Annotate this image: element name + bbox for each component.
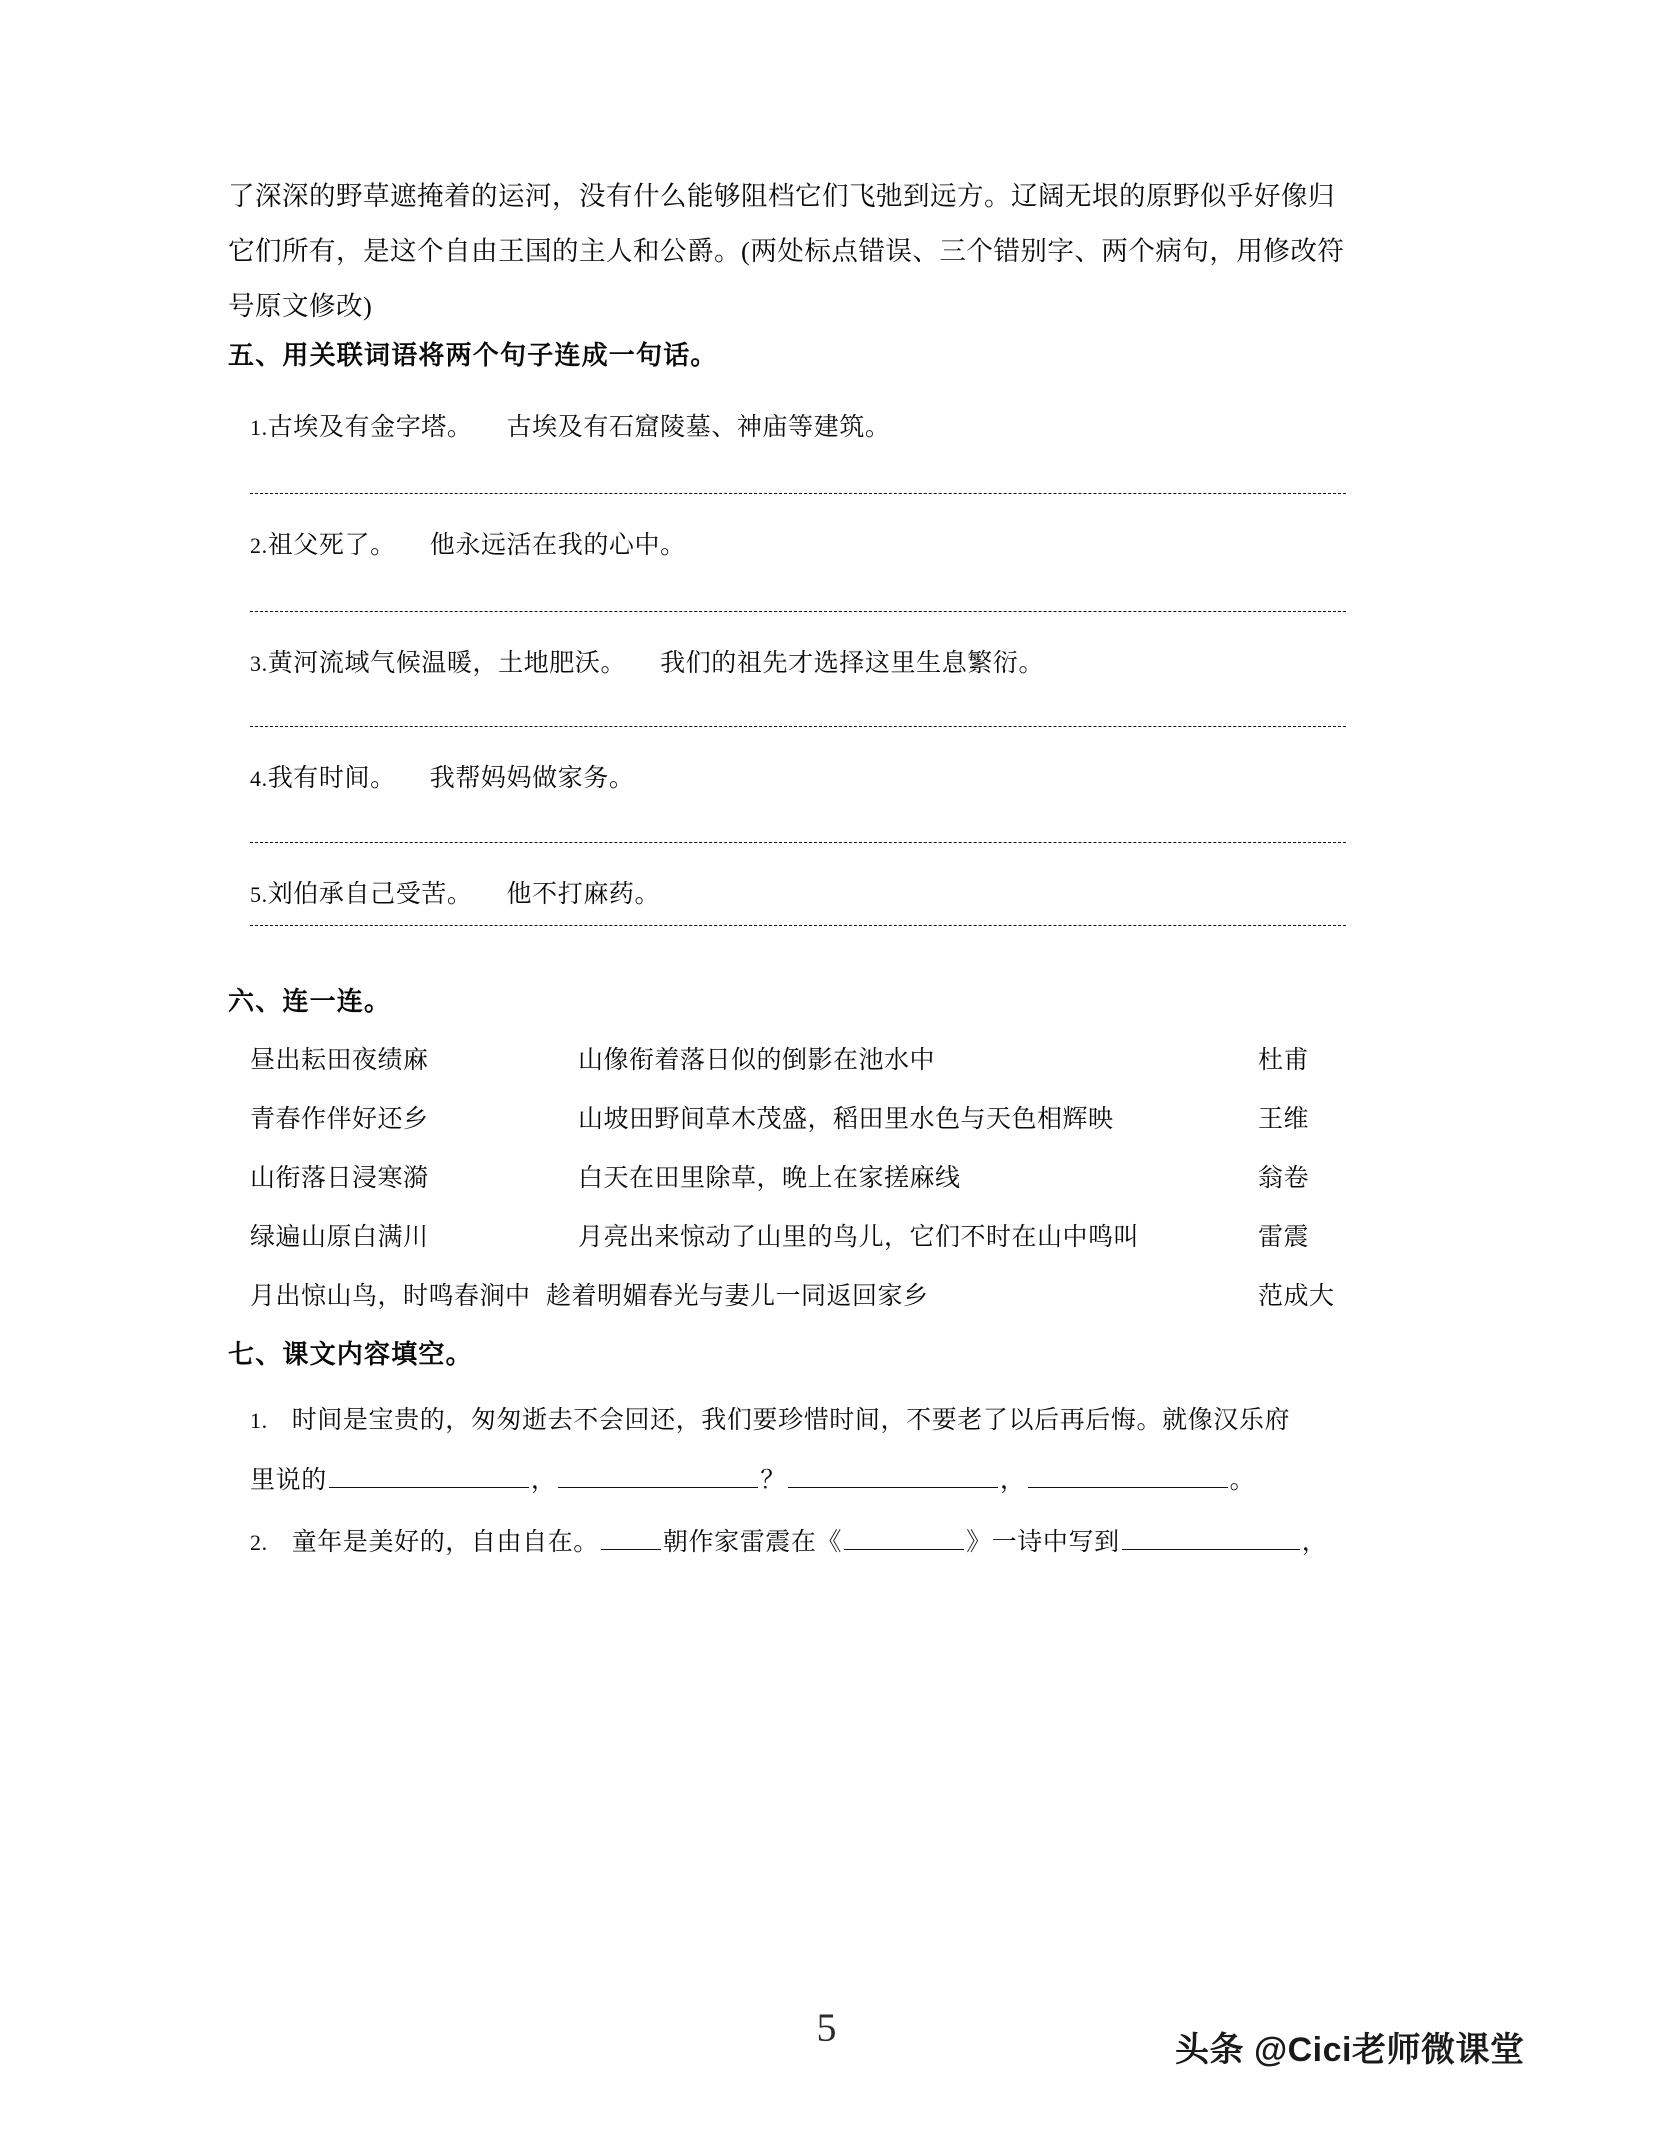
question-5-1-clause-b: 古埃及有石窟陵墓、神庙等建筑。 — [506, 414, 891, 441]
fill-item-2-sep-2: 》一诗中写到 — [966, 1529, 1120, 1556]
fill-item-2-sep-3: ， — [1301, 1529, 1328, 1556]
fill-blank-1-4[interactable] — [1028, 1465, 1228, 1488]
match-verse-5[interactable]: 月出惊山鸟，时鸣春涧中 — [250, 1283, 531, 1310]
match-verse-3[interactable]: 山衔落日浸寒漪 — [250, 1165, 429, 1192]
match-verse-1[interactable]: 昼出耘田夜绩麻 — [250, 1047, 429, 1074]
fill-blank-2-1[interactable] — [601, 1527, 661, 1550]
match-row-2 — [228, 1099, 1418, 1133]
question-5-1 — [250, 407, 891, 443]
answer-line-5-2[interactable] — [250, 611, 1346, 612]
fill-item-2-number: 2. — [250, 1530, 268, 1555]
answer-line-5-3[interactable] — [250, 726, 1346, 727]
match-row-5 — [228, 1276, 1418, 1310]
question-5-1-clause-a: 古埃及有金字塔。 — [267, 414, 473, 441]
question-5-5-clause-b: 他不打麻药。 — [506, 881, 661, 908]
question-5-2 — [250, 525, 686, 561]
question-5-3 — [250, 643, 1044, 679]
fill-blank-1-1[interactable] — [329, 1465, 529, 1488]
question-5-4 — [250, 758, 635, 794]
fill-item-1-sep-2: ？ — [760, 1467, 787, 1494]
paragraph-line-2: 它们所有，是这个自由王国的主人和公爵。(两处标点错误、三个错别字、两个病句，用修改符 — [228, 236, 1345, 266]
answer-line-5-4[interactable] — [250, 842, 1346, 843]
match-author-1[interactable]: 杜甫 — [1258, 1047, 1310, 1074]
fill-item-1-line-1 — [250, 1400, 1290, 1436]
fill-item-1-prefix: 里说的 — [250, 1467, 327, 1494]
match-meaning-5[interactable]: 趁着明媚春光与妻儿一同返回家乡 — [546, 1283, 929, 1310]
answer-line-5-1[interactable] — [250, 493, 1346, 494]
question-5-3-clause-a: 黄河流域气候温暖，土地肥沃。 — [267, 650, 627, 677]
fill-item-1-sep-1: ， — [530, 1467, 557, 1494]
match-verse-4[interactable]: 绿遍山原白满川 — [250, 1224, 429, 1251]
question-5-1-number: 1. — [250, 415, 268, 440]
match-verse-2[interactable]: 青春作伴好还乡 — [250, 1106, 429, 1133]
match-author-3[interactable]: 翁卷 — [1258, 1165, 1310, 1192]
question-5-2-clause-b: 他永远活在我的心中。 — [429, 532, 686, 559]
question-5-4-clause-b: 我帮妈妈做家务。 — [429, 765, 635, 792]
question-5-3-number: 3. — [250, 651, 268, 676]
question-5-2-number: 2. — [250, 533, 268, 558]
page-number: 5 — [816, 2005, 837, 2050]
paragraph-line-3: 号原文修改) — [228, 291, 373, 321]
question-5-3-clause-b: 我们的祖先才选择这里生息繁衍。 — [660, 650, 1045, 677]
match-meaning-4[interactable]: 月亮出来惊动了山里的鸟儿，它们不时在山中鸣叫 — [578, 1224, 1140, 1251]
fill-item-2-prefix: 童年是美好的，自由自在。 — [291, 1529, 599, 1556]
match-row-1 — [228, 1040, 1418, 1074]
section-heading-five: 五、用关联词语将两个句子连成一句话。 — [228, 341, 718, 370]
match-meaning-3[interactable]: 白天在田里除草，晚上在家搓麻线 — [578, 1165, 961, 1192]
match-row-3 — [228, 1158, 1418, 1192]
match-meaning-2[interactable]: 山坡田野间草木茂盛，稻田里水色与天色相辉映 — [578, 1106, 1114, 1133]
answer-line-5-5[interactable] — [250, 925, 1346, 926]
fill-item-1-line-2 — [250, 1460, 1255, 1496]
fill-item-1-number: 1. — [250, 1408, 268, 1433]
match-meaning-1[interactable]: 山像衔着落日似的倒影在池水中 — [578, 1047, 936, 1074]
question-5-4-number: 4. — [250, 766, 268, 791]
fill-blank-1-3[interactable] — [788, 1465, 998, 1488]
paragraph-line-1: 了深深的野草遮掩着的运河，没有什么能够阻档它们飞弛到远方。辽阔无垠的原野似乎好像归 — [228, 181, 1335, 211]
fill-item-2-sep-1: 朝作家雷震在《 — [662, 1529, 843, 1556]
match-row-4 — [228, 1217, 1418, 1251]
fill-blank-2-3[interactable] — [1122, 1527, 1300, 1550]
section-heading-six: 六、连一连。 — [228, 987, 392, 1016]
fill-blank-1-2[interactable] — [558, 1465, 758, 1488]
question-5-5-clause-a: 刘伯承自己受苦。 — [267, 881, 473, 908]
match-author-2[interactable]: 王维 — [1258, 1106, 1310, 1133]
match-author-4[interactable]: 雷震 — [1258, 1224, 1310, 1251]
question-5-2-clause-a: 祖父死了。 — [267, 532, 396, 559]
fill-blank-2-2[interactable] — [844, 1527, 964, 1550]
match-author-5[interactable]: 范成大 — [1258, 1283, 1335, 1310]
fill-item-1-sep-3: ， — [1000, 1467, 1026, 1494]
question-5-5-number: 5. — [250, 882, 268, 907]
fill-item-1-text: 时间是宝贵的，匆匆逝去不会回还，我们要珍惜时间，不要老了以后再后悔。就像汉乐府 — [291, 1407, 1291, 1434]
question-5-4-clause-a: 我有时间。 — [267, 765, 396, 792]
section-heading-seven: 七、课文内容填空。 — [228, 1340, 473, 1369]
fill-item-2-line-1 — [250, 1522, 1327, 1558]
watermark: 头条 @Cici老师微课堂 — [1175, 2031, 1525, 2069]
fill-item-1-sep-4: 。 — [1229, 1467, 1256, 1494]
question-5-5 — [250, 874, 660, 910]
